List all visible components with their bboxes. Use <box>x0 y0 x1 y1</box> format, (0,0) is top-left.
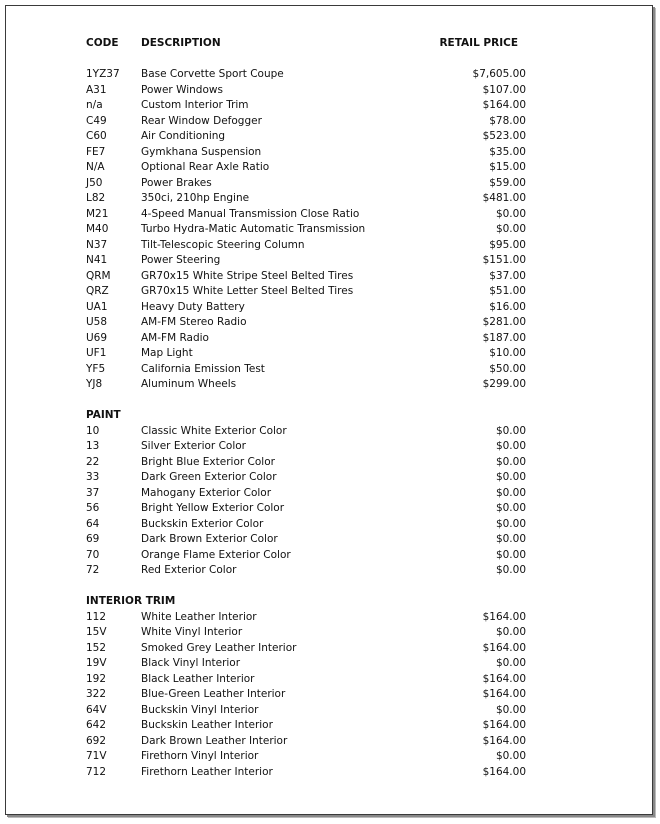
option-description: Blue-Green Leather Interior <box>141 688 286 700</box>
option-description: Dark Brown Exterior Color <box>141 533 278 545</box>
option-description: 350ci, 210hp Engine <box>141 192 250 204</box>
option-code: QRM <box>86 269 111 282</box>
option-code: 112 <box>86 610 107 623</box>
option-price: $0.00 <box>495 502 526 514</box>
table-row <box>86 269 526 285</box>
option-code: C49 <box>86 114 107 127</box>
option-price: $164.00 <box>482 765 526 778</box>
table-row <box>86 83 526 99</box>
option-description: Air Conditioning <box>141 130 226 142</box>
spacer <box>86 579 526 595</box>
code-header: CODE <box>86 37 119 49</box>
table-row <box>86 501 526 517</box>
table-row <box>86 253 526 269</box>
option-code: L82 <box>86 192 106 204</box>
option-description: Aluminum Wheels <box>141 378 237 390</box>
option-code: 22 <box>86 455 100 468</box>
option-code: C60 <box>86 130 107 142</box>
option-description: Power Steering <box>141 254 221 266</box>
option-price: $164.00 <box>482 99 526 111</box>
option-code: 15V <box>86 626 107 638</box>
table-row <box>86 656 526 672</box>
option-price: $78.00 <box>489 114 526 127</box>
table-row <box>86 331 526 347</box>
option-price: $15.00 <box>489 161 526 173</box>
option-code: U69 <box>86 331 108 344</box>
option-description: Orange Flame Exterior Color <box>141 548 291 561</box>
retail-price-header: RETAIL PRICE <box>439 37 518 49</box>
option-description: Bright Blue Exterior Color <box>141 455 275 468</box>
option-description: Power Brakes <box>141 176 212 189</box>
option-price: $164.00 <box>482 719 526 731</box>
option-code: 152 <box>86 641 107 654</box>
table-row <box>86 687 526 703</box>
table-row <box>86 67 526 83</box>
table-row <box>86 749 526 765</box>
table-row <box>86 145 526 161</box>
paint-section-title <box>86 408 526 424</box>
option-code: 13 <box>86 440 100 452</box>
option-code: 192 <box>86 672 107 685</box>
table-row <box>86 300 526 316</box>
option-price: $7,605.00 <box>472 68 526 80</box>
option-description: Custom Interior Trim <box>141 99 249 111</box>
option-description: Black Leather Interior <box>141 672 255 685</box>
option-code: 71V <box>86 750 107 762</box>
option-description: Map Light <box>141 347 193 359</box>
option-price: $187.00 <box>482 331 526 344</box>
table-row <box>86 532 526 548</box>
option-price: $0.00 <box>495 455 526 468</box>
document-page <box>5 5 653 815</box>
section-title: INTERIOR TRIM <box>86 595 176 607</box>
option-code: J50 <box>86 176 103 189</box>
option-code: 692 <box>86 734 107 747</box>
table-row <box>86 625 526 641</box>
interior-section-title <box>86 594 526 610</box>
option-code: M40 <box>86 223 109 235</box>
option-price: $299.00 <box>482 378 526 390</box>
table-row <box>86 703 526 719</box>
option-price: $481.00 <box>482 192 526 204</box>
option-price: $0.00 <box>495 517 526 530</box>
spacer <box>86 393 526 409</box>
table-row <box>86 548 526 564</box>
option-price: $0.00 <box>495 440 526 452</box>
option-description: Buckskin Leather Interior <box>141 719 273 731</box>
option-price: $95.00 <box>489 238 526 251</box>
option-description: Silver Exterior Color <box>141 440 246 452</box>
option-price: $0.00 <box>495 657 526 669</box>
table-row <box>86 610 526 626</box>
option-price: $0.00 <box>495 486 526 499</box>
option-price: $164.00 <box>482 610 526 623</box>
option-code: YJ8 <box>86 378 103 390</box>
option-code: 322 <box>86 688 107 700</box>
option-price: $164.00 <box>482 672 526 685</box>
option-price: $164.00 <box>482 734 526 747</box>
table-row <box>86 563 526 579</box>
section-title: PAINT <box>86 409 121 421</box>
option-price: $0.00 <box>495 626 526 638</box>
option-price: $37.00 <box>489 269 526 282</box>
option-code: UA1 <box>86 300 108 313</box>
option-price: $281.00 <box>482 316 526 328</box>
table-row <box>86 160 526 176</box>
option-description: Buckskin Exterior Color <box>141 517 264 530</box>
table-row <box>86 765 526 781</box>
option-description: Dark Green Exterior Color <box>141 471 277 483</box>
option-code: N37 <box>86 238 108 251</box>
option-description: Mahogany Exterior Color <box>141 486 272 499</box>
option-code: 72 <box>86 564 100 576</box>
option-description: AM-FM Stereo Radio <box>141 316 247 328</box>
option-price: $0.00 <box>495 471 526 483</box>
option-description: Classic White Exterior Color <box>141 424 287 437</box>
option-code: 712 <box>86 765 107 778</box>
table-row <box>86 362 526 378</box>
option-description: Black Vinyl Interior <box>141 657 241 669</box>
option-code: 70 <box>86 548 100 561</box>
option-code: 69 <box>86 533 100 545</box>
paint-list <box>86 424 526 579</box>
option-code: M21 <box>86 207 109 220</box>
option-description: Gymkhana Suspension <box>141 145 262 158</box>
option-price: $50.00 <box>489 362 526 375</box>
option-code: 1YZ37 <box>86 68 120 80</box>
option-code: 56 <box>86 502 100 514</box>
table-row <box>86 517 526 533</box>
table-row <box>86 222 526 238</box>
option-description: Firethorn Vinyl Interior <box>141 750 259 762</box>
option-description: Base Corvette Sport Coupe <box>141 68 284 80</box>
option-code: FE7 <box>86 145 106 158</box>
table-row <box>86 641 526 657</box>
table-row <box>86 672 526 688</box>
option-description: 4-Speed Manual Transmission Close Ratio <box>141 207 360 220</box>
table-row <box>86 129 526 145</box>
table-row <box>86 718 526 734</box>
option-price: $151.00 <box>482 254 526 266</box>
option-price: $10.00 <box>489 347 526 359</box>
table-row <box>86 455 526 471</box>
table-row <box>86 238 526 254</box>
option-price: $164.00 <box>482 688 526 700</box>
option-code: YF5 <box>86 362 106 375</box>
option-description: Tilt-Telescopic Steering Column <box>141 238 305 251</box>
option-description: Firethorn Leather Interior <box>141 765 273 778</box>
description-header: DESCRIPTION <box>141 37 221 49</box>
table-row <box>86 346 526 362</box>
option-code: 33 <box>86 471 100 483</box>
price-sheet <box>86 36 526 780</box>
option-code: N/A <box>86 161 105 173</box>
table-row <box>86 470 526 486</box>
option-code: 64 <box>86 517 100 530</box>
option-price: $164.00 <box>482 641 526 654</box>
option-description: GR70x15 White Letter Steel Belted Tires <box>141 285 354 297</box>
option-code: 37 <box>86 486 100 499</box>
table-row <box>86 377 526 393</box>
option-description: Rear Window Defogger <box>141 114 262 127</box>
option-code: 64V <box>86 703 107 716</box>
option-description: Dark Brown Leather Interior <box>141 734 288 747</box>
interior-list <box>86 610 526 781</box>
option-description: White Leather Interior <box>141 610 257 623</box>
option-price: $35.00 <box>489 145 526 158</box>
option-price: $51.00 <box>489 285 526 297</box>
option-price: $0.00 <box>495 207 526 220</box>
option-description: Turbo Hydra-Matic Automatic Transmission <box>141 223 366 235</box>
option-price: $0.00 <box>495 424 526 437</box>
option-description: Optional Rear Axle Ratio <box>141 161 270 173</box>
table-row <box>86 207 526 223</box>
option-price: $16.00 <box>489 300 526 313</box>
option-price: $0.00 <box>495 703 526 716</box>
table-row <box>86 284 526 300</box>
option-price: $523.00 <box>482 130 526 142</box>
option-description: Red Exterior Color <box>141 564 237 576</box>
option-description: White Vinyl Interior <box>141 626 243 638</box>
option-code: U58 <box>86 316 108 328</box>
table-row <box>86 176 526 192</box>
option-code: A31 <box>86 83 107 96</box>
option-code: UF1 <box>86 347 107 359</box>
option-price: $0.00 <box>495 548 526 561</box>
option-description: AM-FM Radio <box>141 331 209 344</box>
option-description: Heavy Duty Battery <box>141 300 245 313</box>
option-description: Smoked Grey Leather Interior <box>141 641 297 654</box>
option-price: $0.00 <box>495 750 526 762</box>
table-row <box>86 424 526 440</box>
column-header-row <box>86 36 526 52</box>
option-code: 19V <box>86 657 107 669</box>
table-row <box>86 191 526 207</box>
option-description: GR70x15 White Stripe Steel Belted Tires <box>141 269 354 282</box>
option-description: Bright Yellow Exterior Color <box>141 502 285 514</box>
option-description: California Emission Test <box>141 362 265 375</box>
option-price: $0.00 <box>495 564 526 576</box>
option-price: $0.00 <box>495 223 526 235</box>
table-row <box>86 315 526 331</box>
option-code: N41 <box>86 254 108 266</box>
option-code: n/a <box>86 99 103 111</box>
spacer <box>86 52 526 68</box>
option-price: $0.00 <box>495 533 526 545</box>
table-row <box>86 486 526 502</box>
table-row <box>86 439 526 455</box>
option-description: Power Windows <box>141 83 223 96</box>
option-price: $107.00 <box>482 83 526 96</box>
table-row <box>86 98 526 114</box>
option-code: 10 <box>86 424 100 437</box>
table-row <box>86 114 526 130</box>
option-description: Buckskin Vinyl Interior <box>141 703 259 716</box>
option-code: QRZ <box>86 285 109 297</box>
options-list <box>86 67 526 393</box>
table-row <box>86 734 526 750</box>
option-code: 642 <box>86 719 107 731</box>
option-price: $59.00 <box>489 176 526 189</box>
